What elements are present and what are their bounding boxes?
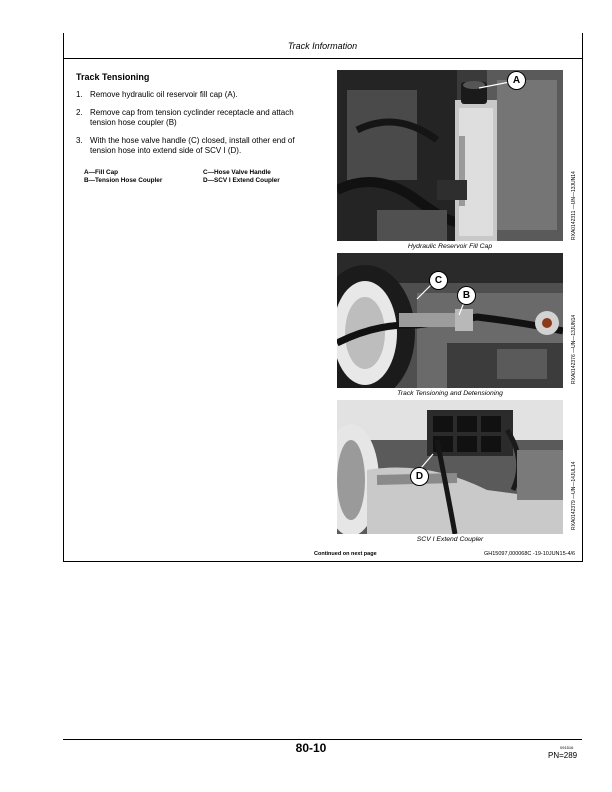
continued-note: Continued on next page [314, 551, 377, 557]
callout-c: C [429, 271, 448, 290]
legend-item-a: A—Fill Cap [84, 169, 119, 176]
step-1 [76, 90, 312, 100]
figure-caption-3: SCV I Extend Coupler [416, 536, 484, 543]
figure-ref-2: RXA0142376 —UN—13JUN14 [571, 314, 577, 384]
pn-number: PN=289 [548, 751, 578, 760]
step-number: 3. [76, 136, 83, 145]
step-3 [76, 136, 312, 156]
step-number: 2. [76, 108, 83, 117]
photo-hydraulic-reservoir [337, 70, 563, 241]
page-header-title: Track Information [287, 41, 358, 51]
legend-item-b: B—Tension Hose Coupler [84, 177, 163, 184]
callout-b: B [457, 286, 476, 305]
photo-scv-coupler [337, 400, 563, 534]
footer-rule [63, 739, 582, 740]
callout-d: D [410, 467, 429, 486]
header-rule [63, 58, 582, 59]
step-number: 1. [76, 90, 83, 99]
figure-caption-1: Hydraulic Reservoir Fill Cap [407, 243, 493, 250]
page-number: 80-10 [295, 741, 327, 755]
step-2 [76, 108, 312, 128]
document-id: GH15097,000068C -19-10JUN15-4/6 [484, 551, 576, 557]
figure-ref-3: RXA0142379 —UN—14JUL14 [571, 461, 577, 530]
step-text: With the hose valve handle (C) closed, install other end of tension hose into extend side of SCV I (D). [90, 136, 295, 155]
legend-item-c: C—Hose Valve Handle [203, 169, 271, 176]
legend-item-d: D—SCV I Extend Coupler [203, 177, 280, 184]
callout-a: A [507, 71, 526, 90]
figure-ref-1: RXA0142311 —UN—13JUN14 [571, 171, 577, 240]
step-text: Remove hydraulic oil reservoir fill cap (A). [90, 90, 238, 99]
footer-code: 091516 [560, 745, 574, 750]
steps-list [76, 90, 312, 164]
section-title: Track Tensioning [76, 72, 150, 82]
figure-caption-2: Track Tensioning and Detensioning [397, 390, 503, 397]
photo-track-tensioning [337, 253, 563, 388]
step-text: Remove cap from tension cyclinder receptacle and attach tension hose coupler (B) [90, 108, 294, 127]
